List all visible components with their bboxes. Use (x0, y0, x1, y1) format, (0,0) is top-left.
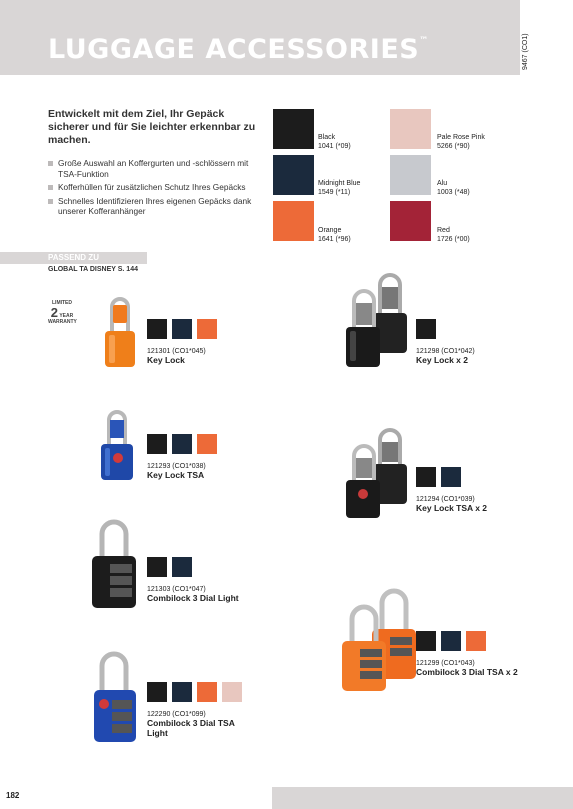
product-code: 121301 (CO1*045) (147, 348, 206, 355)
feature-item: Große Auswahl an Koffergurten und -schlössern mit TSA-Funktion (48, 158, 263, 179)
color-label: Alu 1003 (*48) (437, 180, 470, 196)
color-option-swatch (197, 434, 217, 454)
color-option-swatch (416, 319, 436, 339)
color-option-swatch (147, 434, 167, 454)
intro-text: Entwickelt mit dem Ziel, Ihr Gepäck sicherer und für Sie leichter erkennbar zu machen. (48, 108, 256, 146)
color-option-swatch (441, 467, 461, 487)
color-label: Midnight Blue 1549 (*11) (318, 180, 361, 196)
product-info (147, 711, 252, 738)
color-swatch-orange (273, 201, 314, 241)
color-option-swatch (466, 631, 486, 651)
color-option-swatch (172, 557, 192, 577)
color-option-swatch (147, 319, 167, 339)
page-title: LUGGAGE ACCESSORIES™ (48, 34, 429, 65)
color-label: Pale Rose Pink 5266 (*90) (437, 134, 485, 150)
color-label: Orange 1641 (*96) (318, 227, 351, 243)
product-info (147, 348, 257, 365)
color-option-swatch (197, 682, 217, 702)
color-label: Black 1041 (*09) (318, 134, 351, 150)
feature-item: Kofferhüllen für zusätzlichen Schutz Ihres Gepäcks (48, 182, 263, 193)
product-name: Key Lock (147, 355, 185, 365)
product-info (147, 586, 257, 603)
combilock-3-dial-light-image (88, 518, 140, 610)
passend-reference[interactable]: GLOBAL TA DISNEY S. 144 (48, 266, 138, 273)
combilock-3-dial-tsa-x2-image (340, 585, 418, 693)
product-info (416, 496, 526, 513)
feature-list (48, 158, 263, 220)
product-code: 121294 (CO1*039) (416, 496, 475, 503)
page-number: 182 (6, 791, 20, 800)
color-option-swatch (172, 434, 192, 454)
product-name: Combilock 3 Dial Light (147, 593, 239, 603)
passend-band: PASSEND ZU (0, 252, 147, 264)
catalog-code (522, 58, 529, 70)
key-lock-tsa-x2-image (340, 428, 410, 520)
product-code: 122290 (CO1*099) (147, 711, 206, 718)
combilock-3-dial-tsa-light-image (90, 650, 140, 746)
product-code: 121303 (CO1*047) (147, 586, 206, 593)
color-option-swatch (172, 682, 192, 702)
footer-band (272, 787, 573, 809)
color-option-swatch (147, 682, 167, 702)
color-swatch-pale-rose-pink (390, 109, 431, 149)
key-lock-image (100, 295, 140, 371)
product-info (416, 660, 521, 677)
color-option-swatch (147, 557, 167, 577)
color-label: Red 1726 (*00) (437, 227, 470, 243)
warranty-badge: LIMITED 2 YEAR WARRANTY (48, 300, 77, 325)
product-name: Key Lock TSA (147, 470, 205, 480)
product-name: Key Lock TSA x 2 (416, 503, 488, 513)
product-code: 121299 (CO1*043) (416, 660, 475, 667)
color-swatch-red (390, 201, 431, 241)
feature-item: Schnelles Identifizieren Ihres eigenen Gepäcks dank unserer Kofferanhänger (48, 196, 263, 217)
product-info (416, 348, 526, 365)
product-code: 121293 (CO1*038) (147, 463, 206, 470)
product-info (147, 463, 257, 480)
key-lock-tsa-image (96, 408, 140, 484)
color-option-swatch (222, 682, 242, 702)
color-option-swatch (416, 631, 436, 651)
product-code: 121298 (CO1*042) (416, 348, 475, 355)
color-swatch-alu (390, 155, 431, 195)
color-option-swatch (416, 467, 436, 487)
color-swatch-midnight-blue (273, 155, 314, 195)
product-name: Combilock 3 Dial TSA Light (147, 718, 235, 738)
color-option-swatch (172, 319, 192, 339)
color-swatch-black (273, 109, 314, 149)
product-name: Key Lock x 2 (416, 355, 468, 365)
color-option-swatch (197, 319, 217, 339)
color-option-swatch (441, 631, 461, 651)
product-name: Combilock 3 Dial TSA x 2 (416, 667, 518, 677)
key-lock-x2-image (340, 273, 410, 371)
